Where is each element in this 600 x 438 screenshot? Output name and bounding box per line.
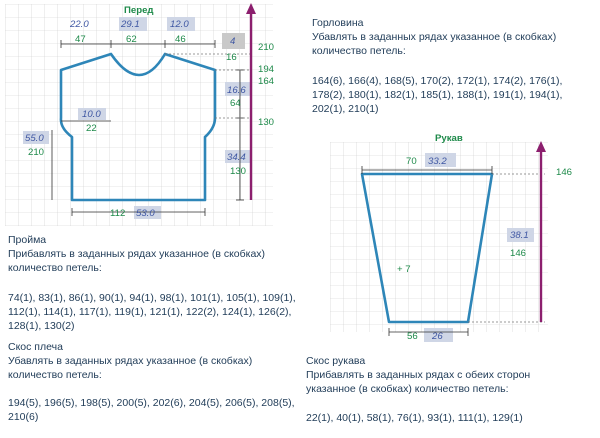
sleeve-height-rows: 146 <box>510 248 527 259</box>
sleeve-height-cm: 38.1 <box>510 230 529 241</box>
sleeve-top-width-stitches: 70 <box>406 156 417 167</box>
sleeve-title: Рукав <box>435 133 463 144</box>
left-height-rows: 210 <box>28 147 45 158</box>
sleeve-slope-rows: 22(1), 40(1), 58(1), 76(1), 93(1), 111(1), 129(1) <box>306 412 523 424</box>
armhole-rows: 74(1), 83(1), 86(1), 90(1), 94(1), 98(1), 101(1), 105(1), 109(1), 112(1), 114(1), 117(1), 119(1), 121(1), 122(2), 124(1), 126(2), 128(1), 130(2) <box>8 292 296 332</box>
upper-rows-a: 194 <box>258 64 275 75</box>
sleeve-bottom-width-cm: 26 <box>432 331 443 342</box>
armhole-start-rows: 130 <box>258 117 275 128</box>
right-shoulder-stitches: 46 <box>175 34 186 45</box>
sleeve-slope-heading: Скос рукава <box>306 355 366 367</box>
front-title: Перед <box>124 5 154 16</box>
armhole-heading: Пройма <box>8 234 47 246</box>
lower-height-rows: 130 <box>230 166 247 177</box>
sleeve-slope-subheading: Прибавлять в заданных рядах с обеих сторон указанное (в скобках) количество петель: <box>306 369 531 395</box>
neckline-rows: 164(6), 166(4), 168(5), 170(2), 172(1), 174(2), 176(1), 178(2), 180(1), 182(1), 185(1), 188(1), 191(1), 194(1), 202(1), 210(1) <box>312 75 563 115</box>
armhole-subheading: Прибавлять в заданных рядах указанное (в скобках) количество петель: <box>8 248 266 274</box>
sleeve-schematic <box>330 133 572 342</box>
shoulder-slope-rows: 194(5), 196(5), 198(5), 200(5), 202(6), 204(5), 206(5), 208(5), 210(6) <box>8 397 295 423</box>
neck-drop-cm: 4 <box>230 36 236 47</box>
bottom-width-stitches: 112 <box>110 208 126 219</box>
lower-height-cm: 34.4 <box>227 152 246 163</box>
neckline-subheading: Убавлять в заданных рядах указанное (в скобках) количество петель: <box>312 31 557 57</box>
left-shoulder-stitches: 47 <box>75 34 86 45</box>
armhole-inset-stitches: 22 <box>86 123 97 134</box>
bottom-width-cm: 53.0 <box>136 208 155 219</box>
neck-width-stitches: 62 <box>126 34 137 45</box>
front-schematic <box>5 3 275 226</box>
sleeve-top-rows: 146 <box>556 167 573 178</box>
neckline-heading: Горловина <box>312 17 364 29</box>
shoulder-slope-subheading: Убавлять в заданных рядах указанное (в скобках) количество петель: <box>8 355 253 381</box>
armhole-height-cm: 16.6 <box>227 85 246 96</box>
armhole-inset-cm: 10.0 <box>82 109 101 120</box>
sleeve-top-width-cm: 33.2 <box>428 156 447 167</box>
right-shoulder-cm: 12.0 <box>170 19 189 30</box>
neck-width-cm: 29.1 <box>121 19 140 30</box>
total-rows: 210 <box>258 42 275 53</box>
left-shoulder-cm: 22.0 <box>70 19 89 30</box>
shoulder-slope-heading: Скос плеча <box>8 341 63 353</box>
neck-drop-rows: 16 <box>226 52 237 63</box>
sleeve-bottom-width-stitches: 56 <box>407 331 418 342</box>
upper-rows-b: 164 <box>258 76 275 87</box>
left-height-cm: 55.0 <box>25 133 44 144</box>
armhole-height-rows: 64 <box>230 98 241 109</box>
sleeve-increase-mark: + 7 <box>397 264 411 275</box>
